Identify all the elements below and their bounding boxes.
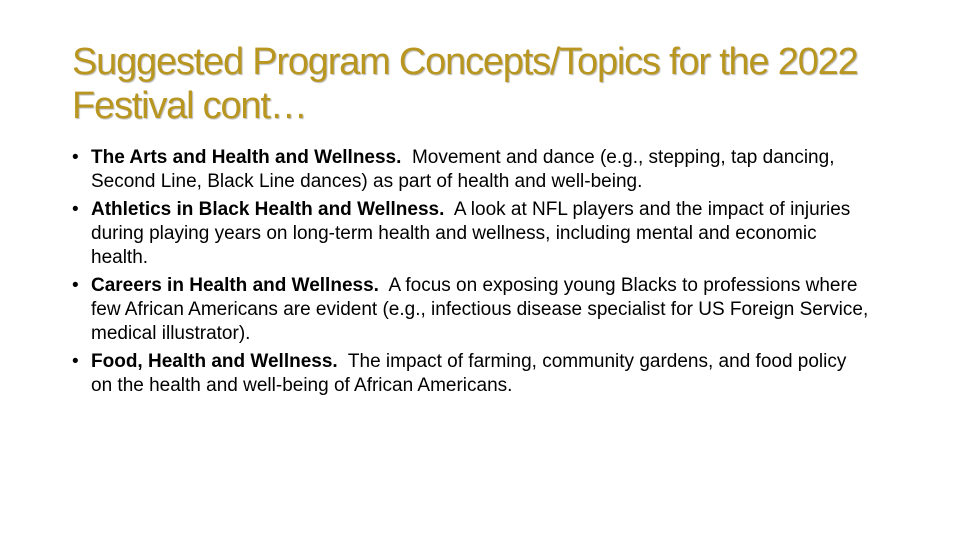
bullet-item-arts xyxy=(72,146,872,194)
bullet-text: The impact of farming, community gardens, and food policy on the health and well-being of African Americans. xyxy=(91,351,847,396)
bullet-marker: • xyxy=(72,351,79,372)
bullet-heading: Athletics in Black Health and Wellness. xyxy=(91,199,445,220)
bullet-item-careers xyxy=(72,274,872,346)
bullet-marker: • xyxy=(72,147,79,168)
bullet-item-food xyxy=(72,350,872,398)
bullet-text: A look at NFL players and the impact of injuries during playing years on long-term health and wellness, including mental and economic health. xyxy=(91,199,851,268)
bullet-heading: Food, Health and Wellness. xyxy=(91,351,338,372)
bullet-heading: The Arts and Health and Wellness. xyxy=(91,147,402,168)
bullet-item-athletics xyxy=(72,198,872,270)
bullet-text: A focus on exposing young Blacks to professions where few African Americans are evident (e.g., infectious disease specialist for US Foreign Service, medical illustrator). xyxy=(91,275,869,344)
bullet-list xyxy=(72,146,872,402)
slide-title: Suggested Program Concepts/Topics for the 2022 Festival cont… xyxy=(72,41,858,127)
bullet-marker: • xyxy=(72,275,79,296)
bullet-marker: • xyxy=(72,199,79,220)
bullet-text: Movement and dance (e.g., stepping, tap dancing, Second Line, Black Line dances) as part of health and well-being. xyxy=(91,147,835,192)
bullet-heading: Careers in Health and Wellness. xyxy=(91,275,379,296)
